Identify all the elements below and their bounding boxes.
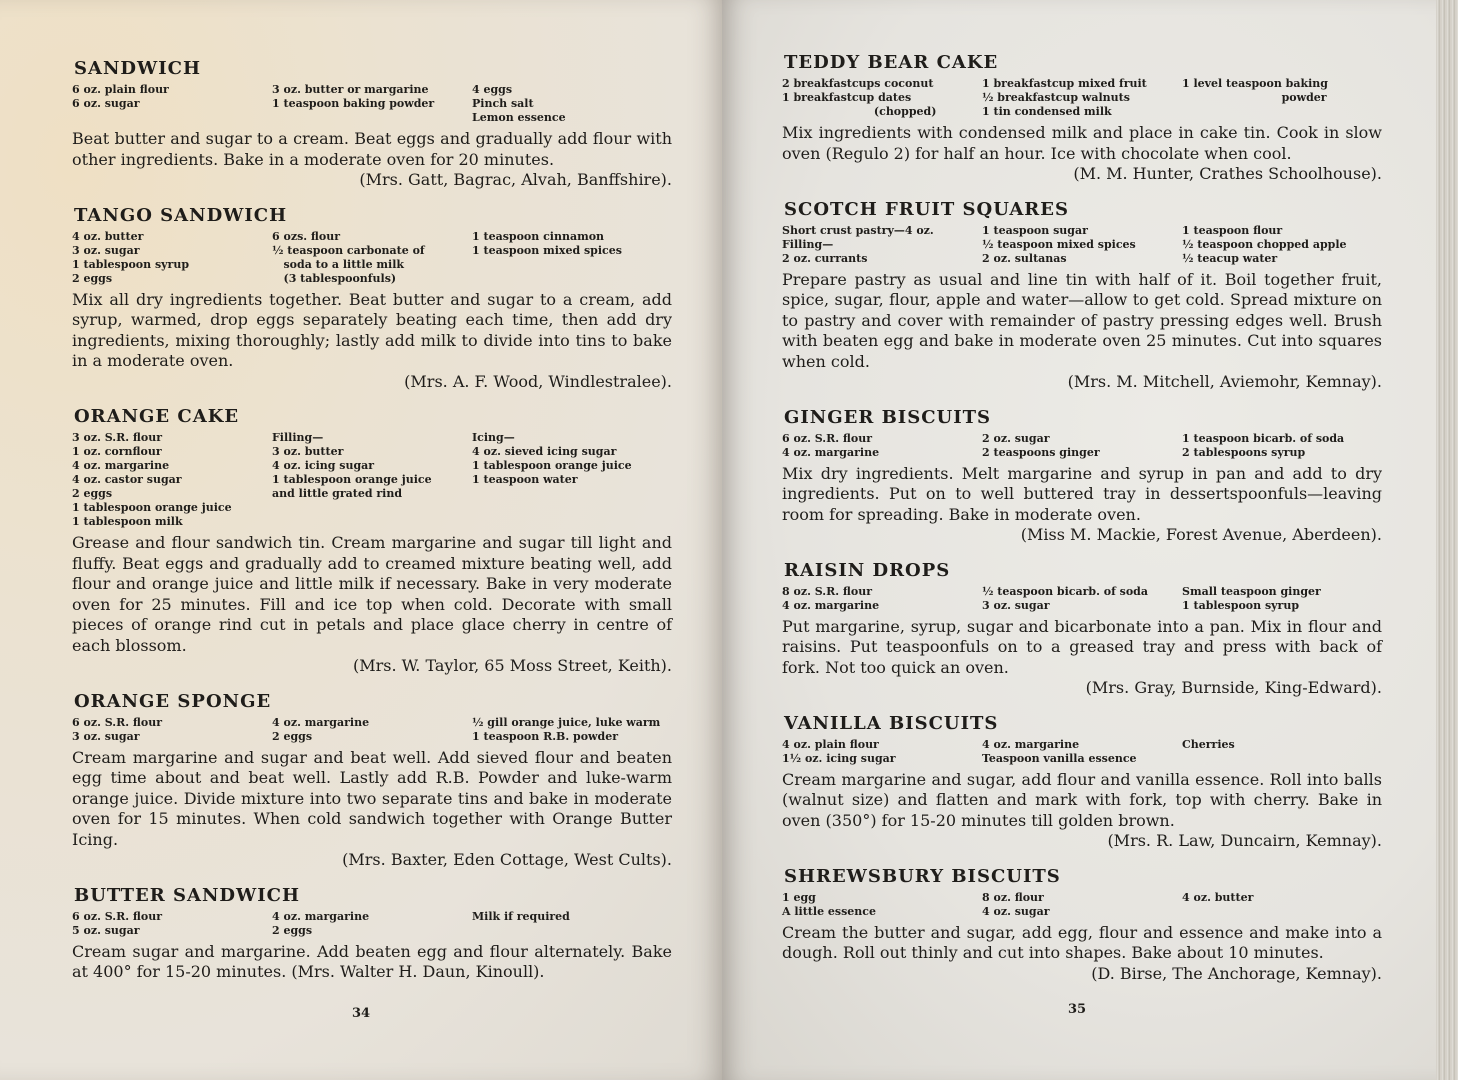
ingredient-line: 2 teaspoons ginger (982, 445, 1100, 459)
ingredient-column (472, 83, 672, 125)
ingredient-line: 2 tablespoons syrup (1182, 445, 1306, 459)
ingredient-line: Teaspoon vanilla essence (982, 751, 1137, 765)
ingredient-line: Lemon essence (472, 111, 566, 124)
ingredient-column (982, 432, 1182, 460)
ingredient-line: Pinch salt (472, 97, 534, 110)
ingredient-column (272, 83, 472, 125)
ingredient-line: 4 oz. margarine (272, 715, 370, 729)
ingredient-line: 1 tablespoon orange juice (272, 473, 432, 486)
right-recipe-column (782, 52, 1382, 998)
left-page (0, 0, 722, 1080)
ingredient-column (272, 230, 472, 286)
recipe (72, 885, 672, 983)
right-page-number: 35 (1068, 1002, 1087, 1017)
ingredient-line: 6 oz. sugar (72, 97, 140, 110)
ingredient-line: 4 oz. margarine (982, 737, 1080, 751)
recipe-method: Cream the butter and sugar, add egg, flour and essence and make into a dough. Roll out thinly and cut into shapes. Bake about 10 minutes. (782, 922, 1382, 962)
ingredient-line: 6 oz. S.R. flour (72, 909, 163, 923)
recipe-method: Put margarine, syrup, sugar and bicarbonate into a pan. Mix in flour and raisins. Put teaspoonfuls on to a greased tray and press with back of fork. Not too quick an oven. (782, 616, 1382, 677)
recipe (782, 52, 1382, 185)
ingredient-line: 1 breakfastcup dates (782, 91, 912, 104)
ingredient-line: ½ teaspoon carbonate of (272, 243, 425, 257)
recipe (72, 406, 672, 677)
ingredient-column (272, 910, 472, 938)
ingredient-line: 5 oz. sugar (72, 923, 140, 937)
recipe-credit: (Mrs. Baxter, Eden Cottage, West Cults). (342, 850, 672, 869)
ingredient-line: 2 eggs (72, 487, 113, 500)
ingredient-line: Filling— (272, 431, 324, 444)
recipe-method: Grease and flour sandwich tin. Cream margarine and sugar till light and fluffy. Beat eggs and gradually add to creamed mixture beating well, add flour and orange juice and little milk if necessary. Bake in very moderate oven for 25 minutes. Fill and ice top when cold. Decorate with small pieces of orange rind cut in petals and place glace cherry in centre of each blossom. (72, 533, 672, 655)
recipe-title: ORANGE SPONGE (74, 690, 272, 712)
left-page-number: 34 (352, 1006, 371, 1021)
recipe-method: Mix all dry ingredients together. Beat butter and sugar to a cream, add syrup, warmed, drop eggs separately beating each time, then add dry ingredients, mixing thoroughly; lastly add milk to divide into tins to bake in a moderate oven. (72, 289, 672, 370)
recipe-title: ORANGE CAKE (74, 406, 240, 427)
ingredient-line: 8 oz. S.R. flour (782, 584, 873, 598)
ingredient-column (72, 83, 272, 125)
ingredient-line: 1 tablespoon orange juice (472, 459, 632, 472)
recipe-title: VANILLA BISCUITS (784, 712, 999, 734)
ingredient-line: 2 eggs (272, 923, 313, 937)
recipe (782, 560, 1382, 699)
ingredient-column (982, 224, 1182, 266)
ingredient-line: 6 ozs. flour (272, 229, 341, 243)
recipe-title: BUTTER SANDWICH (74, 884, 300, 906)
ingredient-column (472, 716, 672, 744)
ingredient-line: ½ teaspoon mixed spices (982, 237, 1136, 251)
ingredient-column (1182, 432, 1382, 460)
ingredient-line: 3 oz. butter or margarine (272, 83, 429, 96)
ingredient-line: 1 teaspoon mixed spices (472, 243, 622, 257)
ingredient-line: 1 teaspoon sugar (982, 223, 1088, 237)
ingredient-line: 1 teaspoon flour (1182, 223, 1283, 237)
ingredient-column (72, 230, 272, 286)
ingredient-column (782, 738, 982, 766)
ingredient-line: 8 oz. flour (982, 890, 1044, 904)
recipe-title: SANDWICH (74, 58, 201, 79)
ingredient-list (72, 230, 672, 286)
ingredient-line: 2 oz. sultanas (982, 251, 1067, 265)
recipe-credit: (Mrs. W. Taylor, 65 Moss Street, Keith). (352, 656, 672, 675)
ingredient-column (1182, 585, 1382, 613)
recipe (782, 407, 1382, 546)
ingredient-column (472, 431, 672, 529)
ingredient-line: 1 teaspoon R.B. powder (472, 729, 618, 743)
ingredient-column (982, 891, 1182, 919)
recipe-credit: (Mrs. R. Law, Duncairn, Kemnay). (1107, 831, 1382, 850)
right-page (722, 0, 1458, 1080)
ingredient-line: 6 oz. S.R. flour (72, 715, 163, 729)
ingredient-column (72, 910, 272, 938)
ingredient-column (1182, 891, 1382, 919)
recipe-credit: (Mrs. Gray, Burnside, King-Edward). (1085, 678, 1382, 697)
ingredient-list (782, 891, 1382, 919)
ingredient-line: 3 oz. S.R. flour (72, 431, 163, 444)
ingredient-line: 4 oz. margarine (272, 909, 370, 923)
ingredient-list (72, 83, 672, 125)
ingredient-line: 4 oz. sieved icing sugar (472, 445, 617, 458)
ingredient-column (782, 432, 982, 460)
ingredient-line: 1 tablespoon milk (72, 515, 183, 528)
ingredient-list (782, 738, 1382, 766)
recipe (782, 199, 1382, 393)
recipe-title: SHREWSBURY BISCUITS (784, 865, 1061, 887)
ingredient-line: Icing— (472, 431, 515, 444)
ingredient-line: 1 teaspoon bicarb. of soda (1182, 431, 1345, 445)
ingredient-column (782, 891, 982, 919)
ingredient-line: 3 oz. sugar (72, 243, 140, 257)
recipe (782, 866, 1382, 985)
ingredient-column (982, 77, 1182, 119)
ingredient-line: 6 oz. S.R. flour (782, 431, 873, 445)
ingredient-line: 4 oz. margarine (782, 598, 880, 612)
ingredient-line: 1 egg (782, 890, 816, 904)
ingredient-line: 2 oz. currants (782, 251, 868, 265)
recipe (72, 691, 672, 871)
recipe-title: GINGER BISCUITS (784, 406, 992, 428)
recipe-credit: (Mrs. A. F. Wood, Windlestralee). (404, 371, 672, 391)
ingredient-line: 1 teaspoon baking powder (272, 97, 435, 110)
recipe (72, 58, 672, 191)
ingredient-list (72, 716, 672, 744)
ingredient-list (782, 77, 1382, 119)
ingredient-line: Small teaspoon ginger (1182, 584, 1321, 598)
recipe-credit: (Miss M. Mackie, Forest Avenue, Aberdeen). (1020, 525, 1382, 544)
ingredient-line: 4 oz. margarine (72, 459, 170, 472)
ingredient-column (472, 230, 672, 286)
ingredient-column (1182, 738, 1382, 766)
ingredient-line: and little grated rind (272, 487, 403, 500)
recipe-method: Cream sugar and margarine. Add beaten egg and flour alternately. Bake at 400° for 15-20 minutes. (Mrs. Walter H. Daun, Kinoull). (72, 941, 672, 981)
ingredient-column (272, 431, 472, 529)
ingredient-list (782, 585, 1382, 613)
ingredient-line: 1 oz. cornflour (72, 445, 162, 458)
ingredient-line: 1 tablespoon syrup (1182, 598, 1300, 612)
ingredient-column (72, 716, 272, 744)
recipe-title: TEDDY BEAR CAKE (784, 52, 999, 73)
ingredient-line: 4 oz. butter (72, 229, 144, 243)
recipe-credit: (Mrs. Gatt, Bagrac, Alvah, Banffshire). (359, 170, 672, 189)
ingredient-line: 6 oz. plain flour (72, 83, 169, 96)
ingredient-list (72, 910, 672, 938)
ingredient-line: 1 tin condensed milk (982, 105, 1112, 118)
recipe-credit: (M. M. Hunter, Crathes Schoolhouse). (1073, 164, 1382, 183)
ingredient-column (272, 716, 472, 744)
ingredient-line: 2 eggs (272, 729, 313, 743)
ingredient-line: 4 oz. castor sugar (72, 473, 182, 486)
recipe-credit: (D. Birse, The Anchorage, Kemnay). (1091, 963, 1382, 983)
ingredient-line: 3 oz. butter (272, 445, 344, 458)
ingredient-column (982, 585, 1182, 613)
ingredient-column (1182, 224, 1382, 266)
ingredient-line: soda to a little milk (272, 257, 405, 271)
recipe (782, 713, 1382, 852)
recipe-method: Prepare pastry as usual and line tin with half of it. Boil together fruit, spice, sugar, flour, apple and water—allow to get cold. Spread mixture on to pastry and cover with remainder of pastry pressing edges well. Brush with beaten egg and bake in moderate oven 25 minutes. Cut into squares when cold. (782, 269, 1382, 371)
ingredient-list (782, 224, 1382, 266)
ingredient-line: ½ gill orange juice, luke warm (472, 715, 661, 729)
ingredient-line: 2 breakfastcups coconut (782, 77, 934, 90)
ingredient-line: 3 oz. sugar (982, 598, 1050, 612)
ingredient-line: ½ breakfastcup walnuts (982, 91, 1130, 104)
ingredient-line: 1 breakfastcup mixed fruit (982, 77, 1147, 90)
ingredient-column (982, 738, 1182, 766)
ingredient-line: 4 oz. butter (1182, 890, 1254, 904)
ingredient-line: 1 teaspoon cinnamon (472, 229, 605, 243)
ingredient-line: Milk if required (472, 909, 570, 923)
ingredient-line: 1 level teaspoon baking (1182, 77, 1328, 90)
recipe-method: Beat butter and sugar to a cream. Beat eggs and gradually add flour with other ingredients. Bake in a moderate oven for 20 minutes. (72, 129, 672, 169)
ingredient-column (782, 585, 982, 613)
ingredient-line: (chopped) (782, 105, 937, 118)
ingredient-line: A little essence (782, 904, 876, 918)
ingredient-line: 4 oz. icing sugar (272, 459, 375, 472)
ingredient-line: Filling— (782, 237, 834, 251)
recipe-method: Mix ingredients with condensed milk and place in cake tin. Cook in slow oven (Regulo 2) for half an hour. Ice with chocolate when cool. (782, 123, 1382, 163)
ingredient-line: powder (1182, 91, 1327, 104)
ingredient-column (72, 431, 272, 529)
ingredient-line: 1 teaspoon water (472, 473, 578, 486)
ingredient-list (782, 432, 1382, 460)
ingredient-line: Short crust pastry—4 oz. (782, 223, 934, 237)
ingredient-column (782, 224, 982, 266)
ingredient-list (72, 431, 672, 529)
recipe-method: Cream margarine and sugar, add flour and vanilla essence. Roll into balls (walnut size) and flatten and mark with fork, top with cherry. Bake in oven (350°) for 15-20 minutes till golden brown. (782, 769, 1382, 830)
ingredient-column (782, 77, 982, 119)
ingredient-column (1182, 77, 1382, 119)
recipe-title: SCOTCH FRUIT SQUARES (784, 198, 1069, 220)
recipe-method: Mix dry ingredients. Melt margarine and syrup in pan and add to dry ingredients. Put on to well buttered tray in dessertspoonfuls—leaving room for spreading. Bake in moderate oven. (782, 463, 1382, 524)
ingredient-line: (3 tablespoonfuls) (272, 271, 397, 285)
ingredient-line: 1 tablespoon syrup (72, 257, 190, 271)
ingredient-column (472, 910, 672, 938)
ingredient-line: Cherries (1182, 737, 1235, 751)
ingredient-line: ½ teacup water (1182, 251, 1278, 265)
recipe-title: TANGO SANDWICH (74, 204, 288, 226)
ingredient-line: 1½ oz. icing sugar (782, 751, 896, 765)
ingredient-line: 4 oz. sugar (982, 904, 1050, 918)
recipe-credit: (Mrs. M. Mitchell, Aviemohr, Kemnay). (1067, 372, 1382, 391)
recipe-title: RAISIN DROPS (784, 559, 951, 581)
ingredient-line: 4 oz. margarine (782, 445, 880, 459)
recipe-method: Cream margarine and sugar and beat well. Add sieved flour and beaten egg time about and beat well. Lastly add R.B. Powder and luke-warm orange juice. Divide mixture into two separate tins and bake in moderate oven for 15 minutes. When cold sandwich together with Orange Butter Icing. (72, 747, 672, 849)
recipe (72, 205, 672, 393)
ingredient-line: ½ teaspoon chopped apple (1182, 237, 1347, 251)
ingredient-line: 3 oz. sugar (72, 729, 140, 743)
ingredient-line: 1 tablespoon orange juice (72, 501, 232, 514)
ingredient-line: 2 eggs (72, 271, 113, 285)
ingredient-line: 4 eggs (472, 83, 513, 96)
ingredient-line: 2 oz. sugar (982, 431, 1050, 445)
ingredient-line: ½ teaspoon bicarb. of soda (982, 584, 1148, 598)
left-recipe-column (72, 58, 672, 997)
ingredient-line: 4 oz. plain flour (782, 737, 879, 751)
